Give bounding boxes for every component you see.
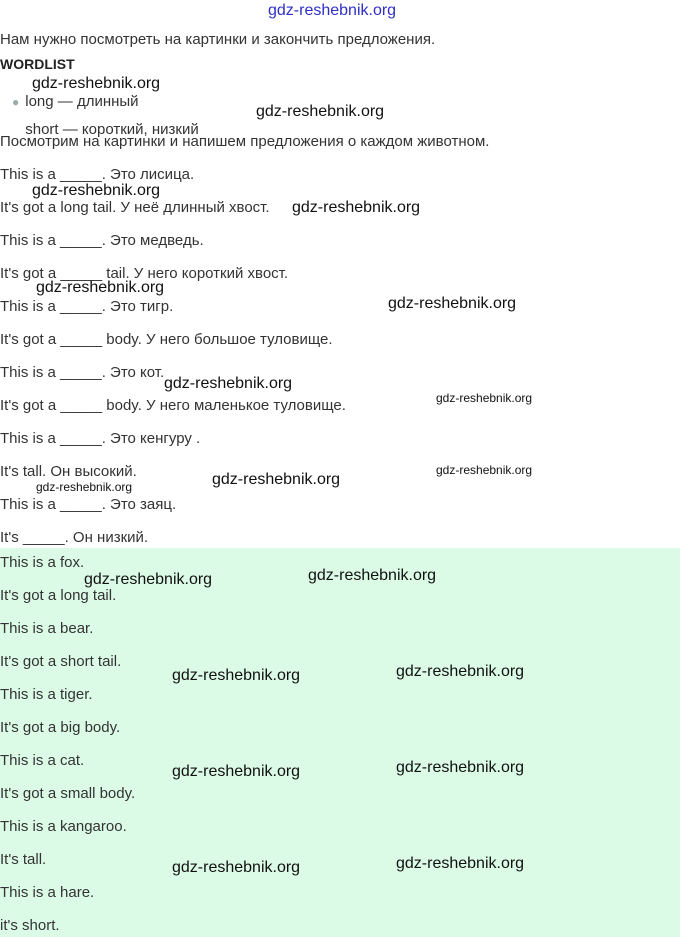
exercise-line: This is a _____. Это кот. — [0, 364, 165, 381]
wordlist-clipped-area — [12, 118, 252, 138]
watermark: gdz-reshebnik.org — [212, 471, 341, 488]
watermark: gdz-reshebnik.org — [388, 295, 517, 312]
wordlist-title: WORDLIST — [0, 56, 75, 72]
watermark: gdz-reshebnik.org — [172, 763, 301, 780]
watermark: gdz-reshebnik.org — [32, 75, 161, 92]
answer-line: This is a bear. — [0, 620, 94, 637]
exercise-line: It's got a long tail. У неё длинный хвост. — [0, 199, 270, 216]
watermark: gdz-reshebnik.org — [164, 375, 293, 392]
watermark: gdz-reshebnik.org — [396, 759, 525, 776]
answer-line: it's short. — [0, 917, 60, 934]
watermark: gdz-reshebnik.org — [172, 859, 301, 876]
exercise-line: This is a _____. Это медведь. — [0, 232, 204, 249]
answer-box — [0, 548, 680, 937]
answer-line: It's got a short tail. — [0, 653, 122, 670]
watermark: gdz-reshebnik.org — [292, 199, 421, 216]
watermark: gdz-reshebnik.org — [396, 855, 525, 872]
site-header-link[interactable]: gdz-reshebnik.org — [268, 2, 397, 19]
exercise-line: It's got a _____ tail. У него короткий хвост. — [0, 265, 289, 282]
exercise-line: This is a _____. Это тигр. — [0, 298, 174, 315]
watermark: gdz-reshebnik.org — [32, 182, 161, 199]
exercise-line: This is a _____. Это лисица. — [0, 166, 195, 183]
watermark: gdz-reshebnik.org — [84, 571, 213, 588]
task-text: Посмотрим на картинки и напишем предложения о каждом животном. — [0, 133, 490, 150]
answer-line: This is a hare. — [0, 884, 95, 901]
watermark: gdz-reshebnik.org — [436, 391, 533, 405]
exercise-line: It's _____. Он низкий. — [0, 529, 149, 546]
answer-line: This is a tiger. — [0, 686, 93, 703]
answer-line: This is a cat. — [0, 752, 85, 769]
watermark: gdz-reshebnik.org — [36, 480, 133, 494]
watermark: gdz-reshebnik.org — [172, 667, 301, 684]
watermark: gdz-reshebnik.org — [396, 663, 525, 680]
watermark: gdz-reshebnik.org — [256, 103, 385, 120]
answer-line: It's got a long tail. — [0, 587, 117, 604]
exercise-line: This is a _____. Это кенгуру . — [0, 430, 201, 447]
watermark: gdz-reshebnik.org — [36, 279, 165, 296]
answer-line: This is a kangaroo. — [0, 818, 127, 835]
wordlist-item: short — короткий, низкий — [25, 121, 199, 138]
answer-line: This is a fox. — [0, 554, 85, 571]
exercise-line: It's got a _____ body. У него большое туловище. — [0, 331, 333, 348]
answer-line: It's tall. — [0, 851, 47, 868]
wordlist-item: ● long — длинный — [12, 93, 139, 110]
bullet-icon: ● — [12, 95, 20, 109]
answer-line: It's got a small body. — [0, 785, 136, 802]
watermark: gdz-reshebnik.org — [436, 463, 533, 477]
exercise-line: It's got a _____ body. У него маленькое туловище. — [0, 397, 346, 414]
exercise-line: It's tall. Он высокий. — [0, 463, 137, 480]
watermark: gdz-reshebnik.org — [308, 567, 437, 584]
answer-line: It's got a big body. — [0, 719, 121, 736]
intro-text: Нам нужно посмотреть на картинки и закончить предложения. — [0, 31, 436, 48]
exercise-line: This is a _____. Это заяц. — [0, 496, 177, 513]
